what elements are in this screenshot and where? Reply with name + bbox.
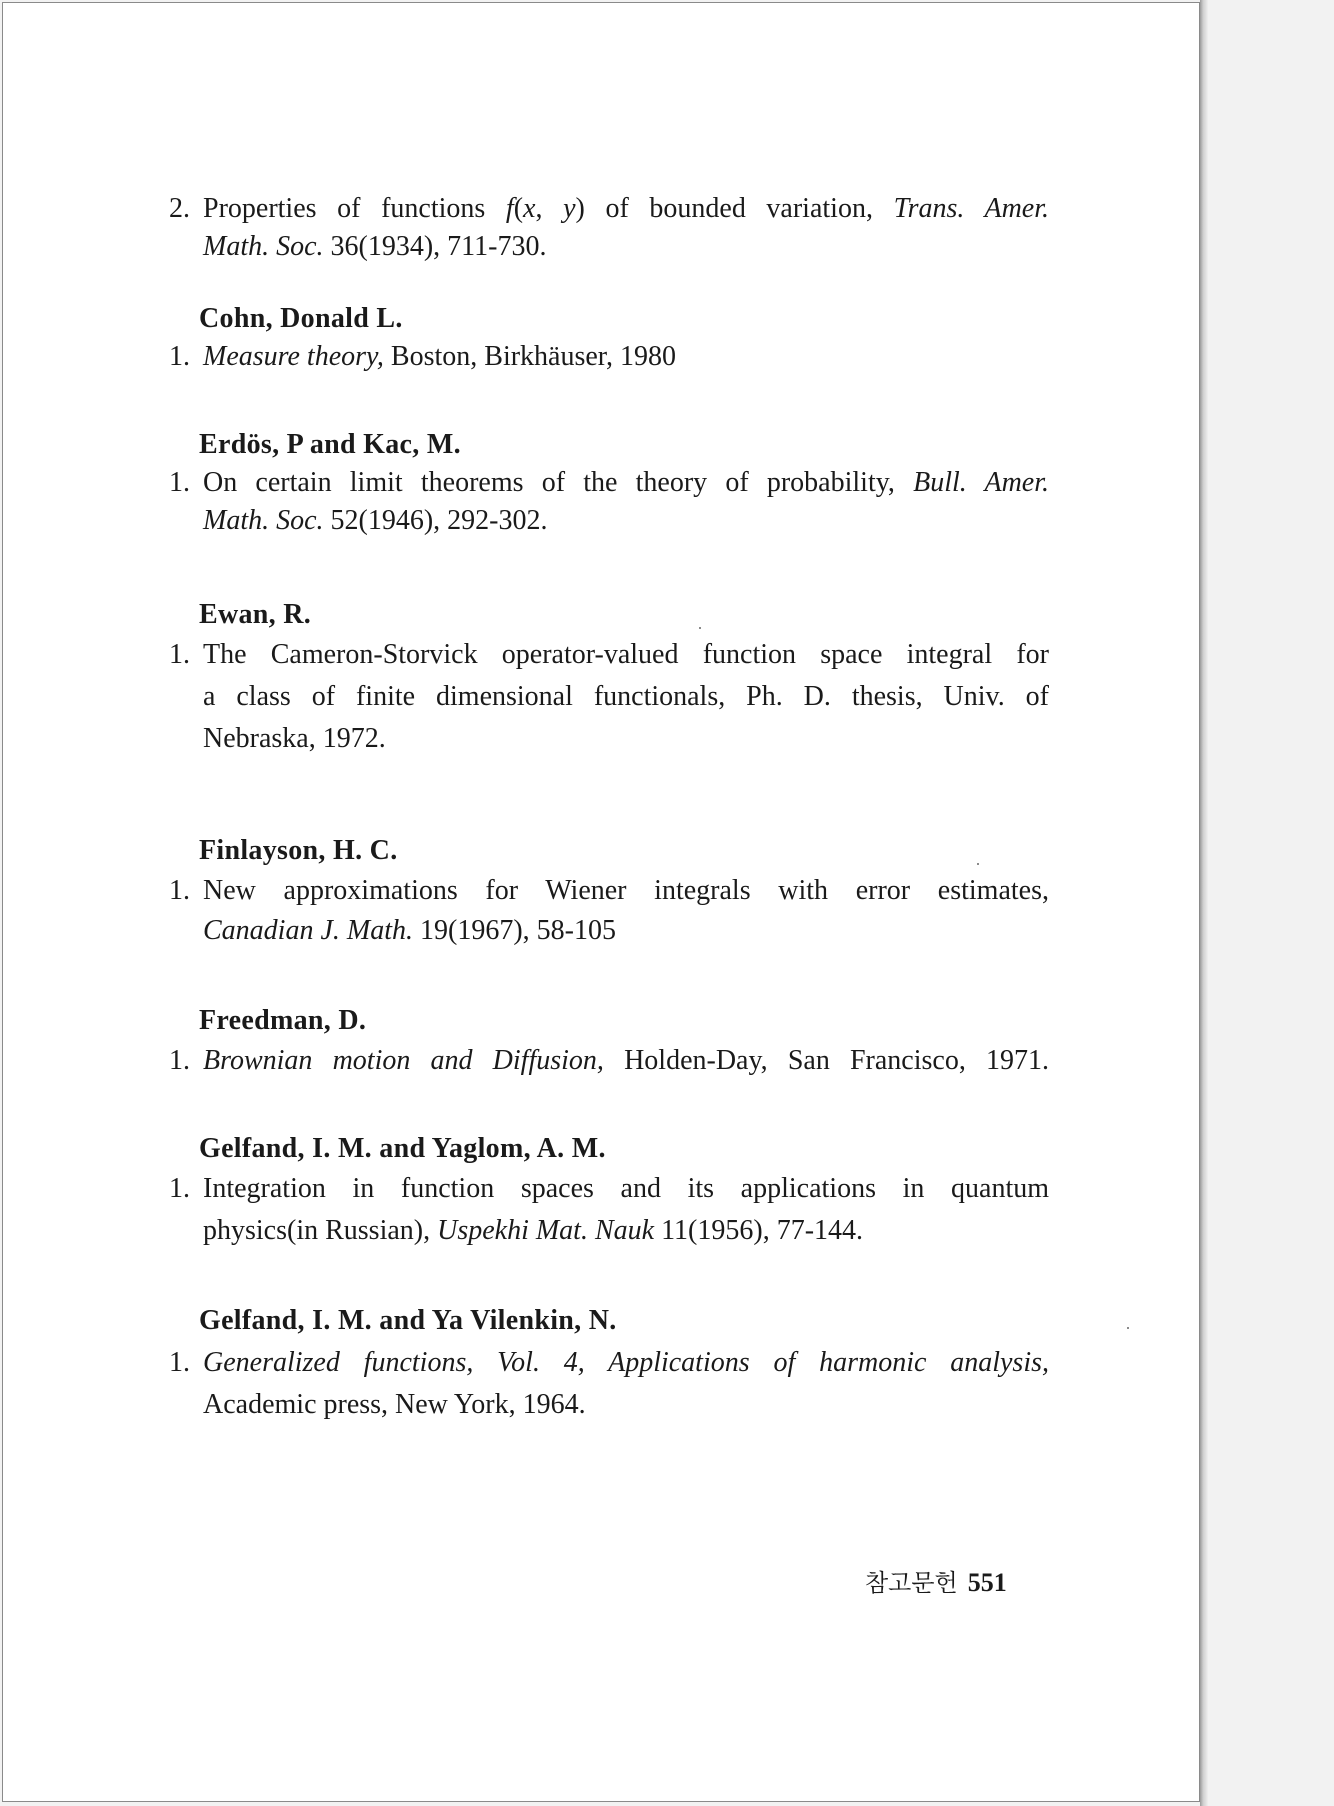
text-segment: On certain limit theorems of the theory of probability, (203, 467, 914, 498)
reference-line (203, 1173, 1049, 1205)
author-heading: Gelfand, I. M. and Yaglom, A. M. (199, 1133, 606, 1164)
scan-speck (699, 627, 701, 629)
text-segment: Boston, Birkhäuser, 1980 (383, 341, 677, 372)
reference-number: 1. (169, 1045, 190, 1076)
italic-segment: y (563, 193, 576, 224)
section-label: 참고문헌 (865, 1569, 958, 1597)
reference-line (203, 341, 1049, 373)
italic-segment: Brownian motion and Diffusion, (203, 1045, 604, 1076)
italic-segment: Math. Soc. (203, 505, 324, 536)
reference-line (203, 467, 1049, 499)
author-heading: Finlayson, H. C. (199, 835, 398, 866)
italic-segment: Canadian J. Math. (203, 915, 413, 946)
reference-line (203, 1045, 1049, 1077)
scan-speck (977, 863, 979, 865)
reference-line (203, 639, 1049, 671)
text-segment: Holden-Day, San Francisco, 1971. (603, 1045, 1050, 1076)
reference-line (203, 231, 1049, 263)
reference-line (203, 875, 1049, 907)
italic-segment: Generalized functions, Vol. 4, Applications of harmonic analysis, (203, 1347, 1049, 1378)
text-segment: Nebraska, 1972. (203, 723, 386, 754)
reference-number: 1. (169, 341, 190, 372)
italic-segment: Math. Soc. (203, 231, 324, 262)
text-segment: 19(1967), 58-105 (413, 915, 616, 946)
text-segment: , (535, 193, 564, 224)
text-segment: 52(1946), 292-302. (323, 505, 548, 536)
page-number: 551 (967, 1568, 1007, 1597)
page-footer (865, 1563, 1007, 1598)
italic-segment: x (523, 193, 536, 224)
reference-number: 1. (169, 467, 190, 498)
reference-line (203, 193, 1049, 225)
italic-segment: f (505, 193, 514, 224)
text-segment: ) of bounded variation, (575, 193, 894, 224)
reference-number: 1. (169, 1347, 190, 1378)
text-segment: New approximations for Wiener integrals with error estimates, (203, 875, 1049, 906)
text-segment: Properties of functions (203, 193, 506, 224)
reference-line (203, 915, 1049, 947)
reference-line (203, 505, 1049, 537)
reference-number: 1. (169, 1173, 190, 1204)
text-segment: 11(1956), 77-144. (654, 1215, 864, 1246)
italic-segment: Uspekhi Mat. Nauk (437, 1215, 655, 1246)
author-heading: Ewan, R. (199, 599, 312, 630)
text-segment: Academic press, New York, 1964. (203, 1389, 586, 1420)
author-heading: Gelfand, I. M. and Ya Vilenkin, N. (199, 1305, 617, 1336)
text-segment: ( (513, 193, 524, 224)
text-segment: 36(1934), 711-730. (323, 231, 547, 262)
italic-segment: Measure theory, (203, 341, 384, 372)
author-heading: Cohn, Donald L. (199, 303, 403, 334)
reference-number: 1. (169, 639, 190, 670)
reference-line (203, 1347, 1049, 1379)
scan-speck (1127, 1327, 1129, 1329)
text-segment: a class of finite dimensional functionals, Ph. D. thesis, Univ. of (203, 681, 1049, 712)
text-segment: The Cameron-Storvick operator-valued function space integral for (203, 639, 1049, 670)
page-edge-shadow (1200, 0, 1208, 1806)
reference-number: 1. (169, 875, 190, 906)
author-heading: Erdös, P and Kac, M. (199, 429, 461, 460)
italic-segment: Bull. Amer. (913, 467, 1050, 498)
text-segment: physics(in Russian), (203, 1215, 438, 1246)
reference-number: 2. (169, 193, 190, 224)
reference-line (203, 681, 1049, 713)
author-heading: Freedman, D. (199, 1005, 367, 1036)
reference-line (203, 1215, 1049, 1247)
reference-line (203, 1389, 1049, 1421)
reference-line (203, 723, 1049, 755)
document-page (2, 2, 1200, 1802)
italic-segment: Trans. Amer. (893, 193, 1050, 224)
text-segment: Integration in function spaces and its applications in quantum (203, 1173, 1049, 1204)
